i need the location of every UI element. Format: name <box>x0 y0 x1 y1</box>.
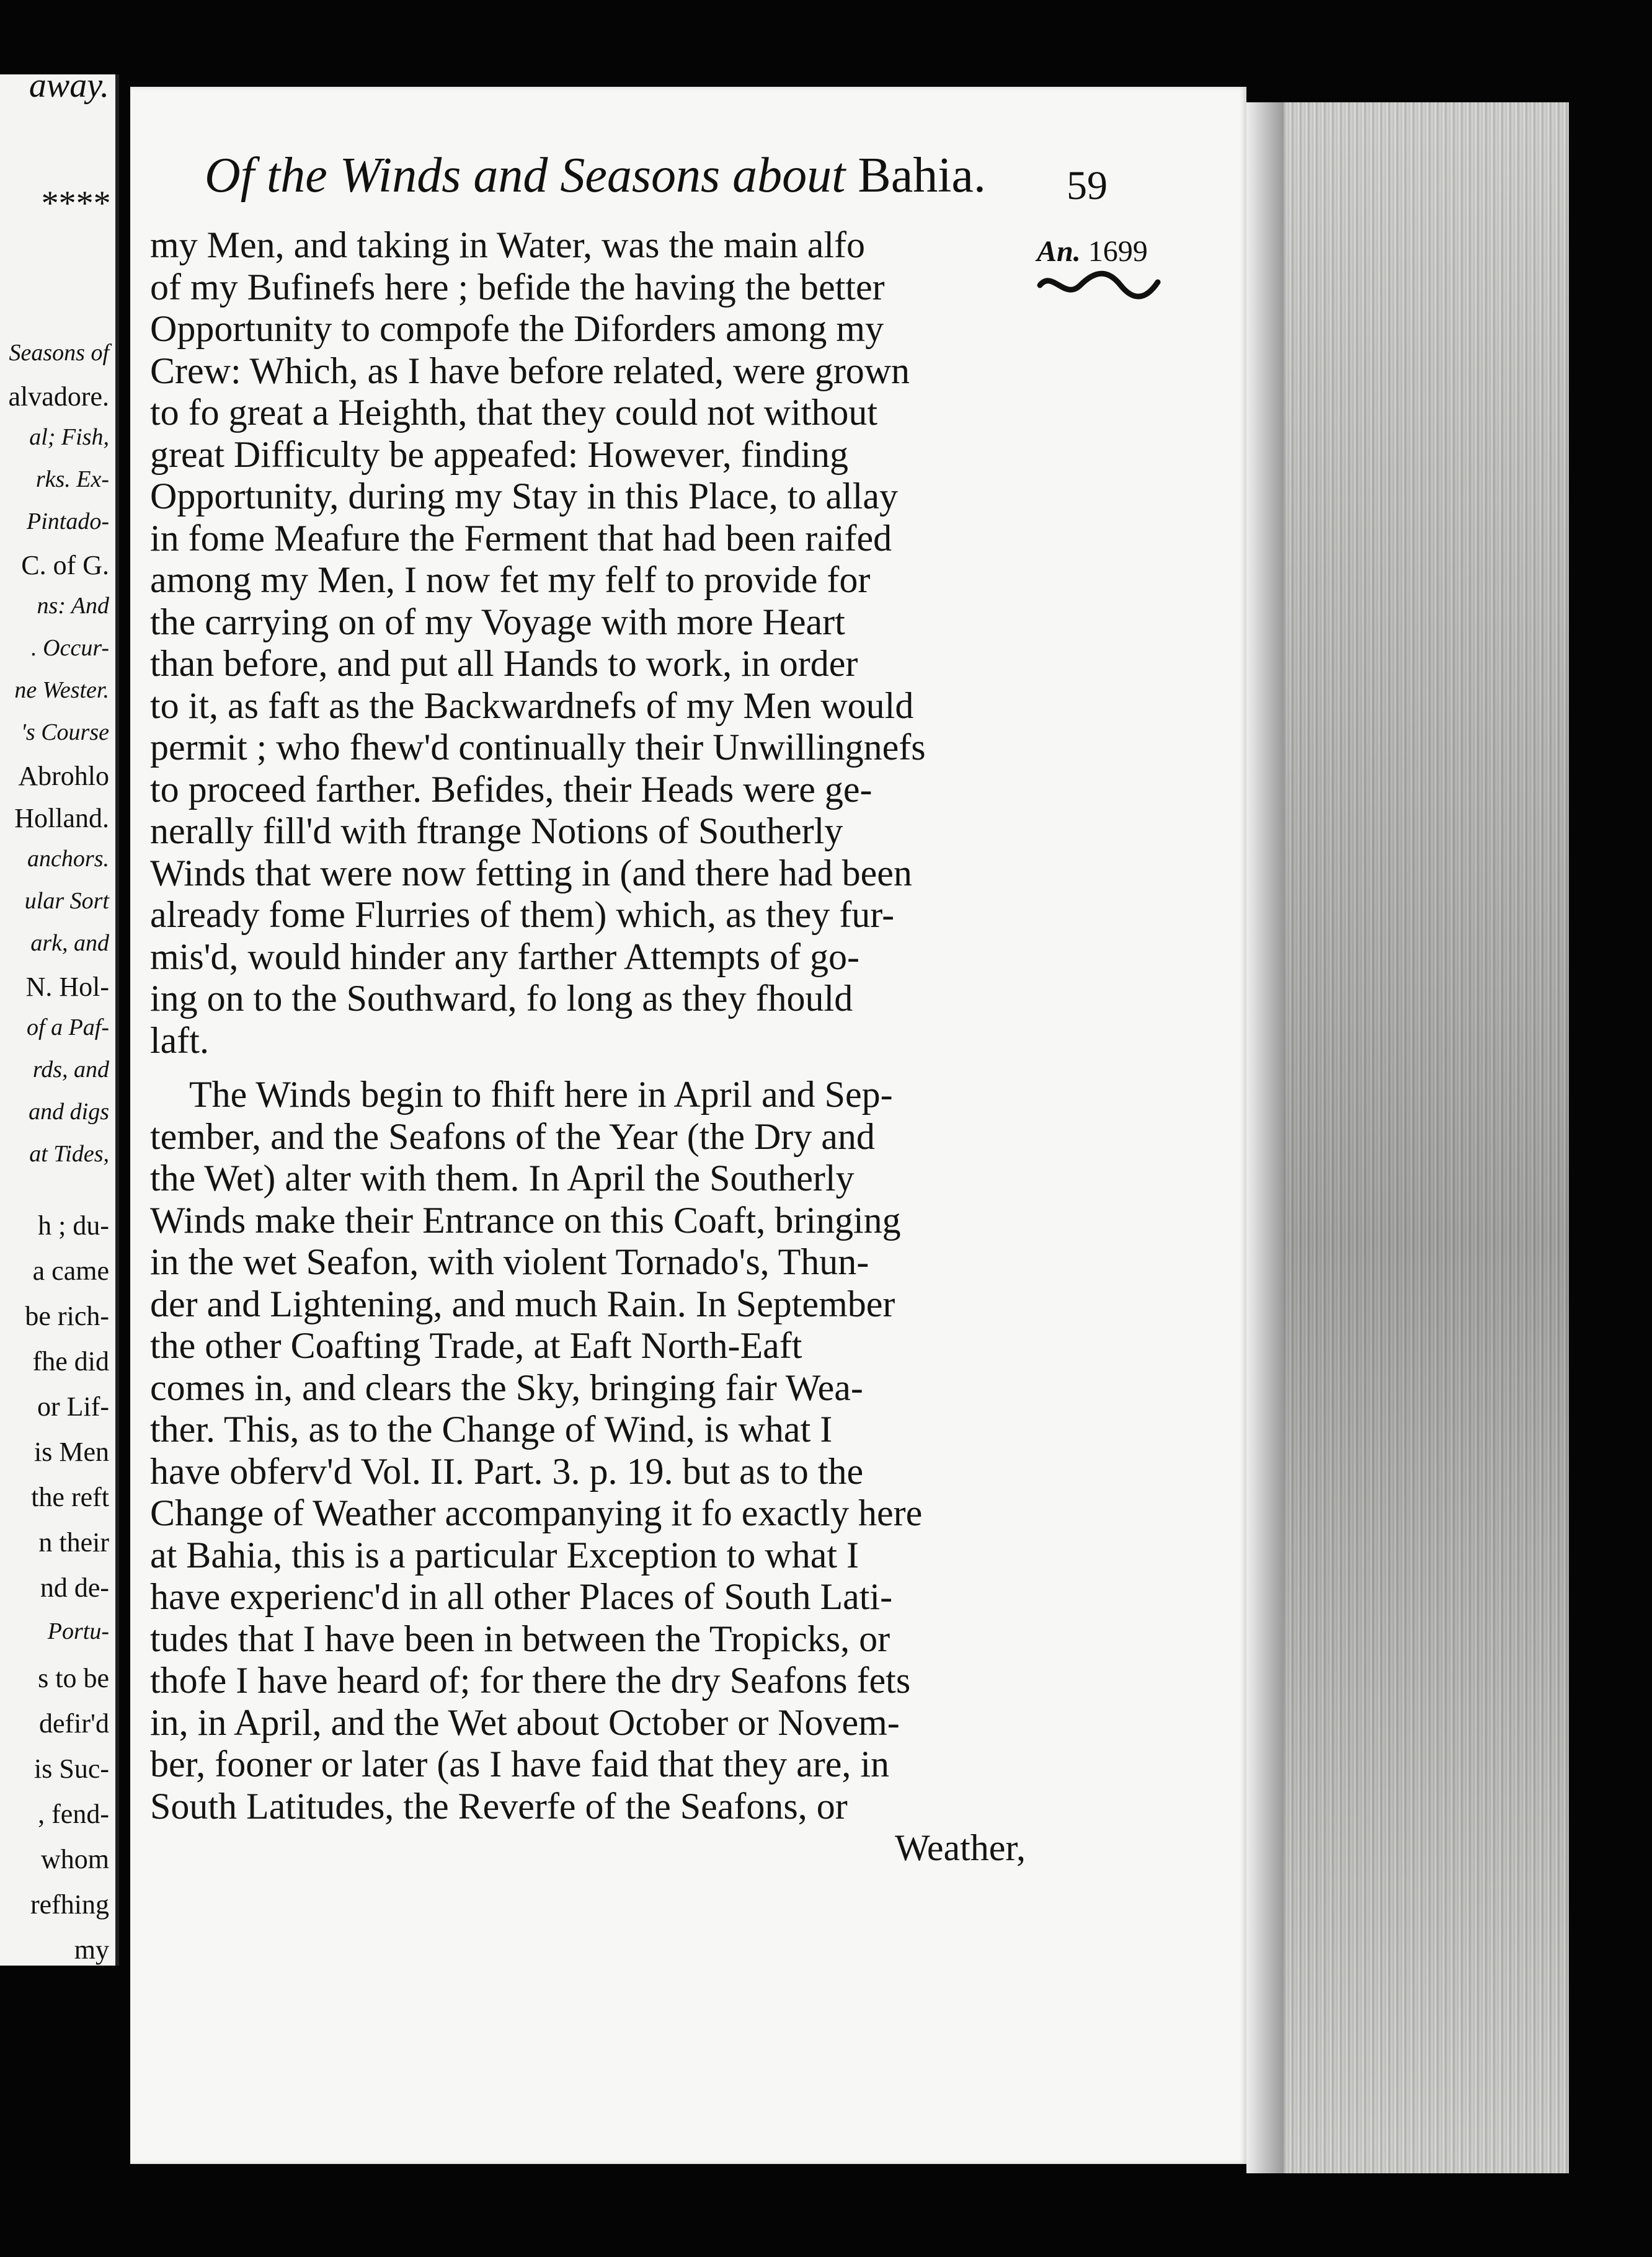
text-line: Change of Weather accompanying it fo exactly here <box>150 1492 923 1533</box>
margin-year <box>1037 234 1148 268</box>
facing-page-line: rks. Ex- <box>35 466 109 492</box>
text-line: thofe I have heard of; for there the dry Seafons fets <box>150 1660 911 1701</box>
facing-page-line: whom <box>41 1844 109 1874</box>
facing-page-line: . Occur- <box>31 635 109 661</box>
text-line: in, in April, and the Wet about October or Novem- <box>150 1701 900 1743</box>
text-line: der and Lightening, and much Rain. In September <box>150 1283 895 1324</box>
facing-page-line: s to be <box>38 1663 109 1693</box>
text-line: Opportunity, during my Stay in this Place, to allay <box>150 476 898 517</box>
facing-page-line: be rich- <box>25 1301 109 1331</box>
facing-page-line: is Men <box>34 1437 109 1467</box>
text-line: my Men, and taking in Water, was the main alfo <box>150 224 866 265</box>
text-line: nerally fill'd with ftrange Notions of Southerly <box>150 810 843 851</box>
text-line: ther. This, as to the Change of Wind, is what I <box>150 1409 833 1450</box>
facing-page-line: or Lif- <box>37 1391 109 1422</box>
facing-page-fragment <box>0 74 119 1966</box>
ornament-flourish <box>1037 267 1161 304</box>
header-place: Bahia. <box>858 148 986 203</box>
text-line: Winds make their Entrance on this Coaft, bringing <box>150 1199 901 1241</box>
text-line: than before, and put all Hands to work, in order <box>150 643 858 684</box>
text-line: South Latitudes, the Reverfe of the Seafons, or <box>150 1785 848 1827</box>
facing-page-line: of a Paf- <box>27 1014 109 1040</box>
facing-page-line: refhing <box>30 1889 109 1920</box>
text-line: Winds that were now fetting in (and there had been <box>150 852 912 893</box>
text-line: at Bahia, this is a particular Exception to what I <box>150 1534 859 1576</box>
facing-page-line: N. Hol- <box>25 972 109 1002</box>
running-header <box>205 148 986 204</box>
facing-page-line: Pintado- <box>27 508 109 534</box>
header-title: Of the Winds and Seasons about <box>205 148 846 203</box>
facing-page-line: 's Course <box>20 719 109 745</box>
page-edge-shadow <box>1246 102 1284 2173</box>
page-number: 59 <box>1067 163 1108 208</box>
text-line: ber, fooner or later (as I have faid that they are, in <box>150 1744 890 1785</box>
text-line: the Wet) alter with them. In April the Southerly <box>150 1158 855 1199</box>
text-line: to fo great a Heighth, that they could not without <box>150 392 878 433</box>
page-edges <box>1246 102 1569 2173</box>
text-line: in fome Meafure the Ferment that had been raifed <box>150 517 892 559</box>
text-line: among my Men, I now fet my felf to provide for <box>150 559 871 600</box>
catchword: Weather, <box>895 1827 1026 1868</box>
facing-page-line: , fend- <box>38 1799 109 1829</box>
facing-page-line: Seasons of <box>9 340 109 366</box>
facing-page-line: ular Sort <box>24 888 109 914</box>
facing-page-line: rds, and <box>32 1057 109 1083</box>
text-line: Opportunity to compofe the Diforders among my <box>150 308 884 349</box>
text-line: Crew: Which, as I have before related, were grown <box>150 350 910 391</box>
facing-page-line: away. <box>29 74 109 105</box>
facing-page-line: and digs <box>29 1099 109 1125</box>
facing-page-line: a came <box>32 1256 109 1286</box>
facing-page-line: alvadore. <box>8 381 109 412</box>
text-line: the other Coafting Trade, at Eaft North-Eaft <box>150 1325 802 1366</box>
facing-page-line: the reft <box>31 1482 109 1512</box>
text-line: laft. <box>150 1019 209 1061</box>
text-line: already fome Flurries of them) which, as they fur- <box>150 894 895 935</box>
text-line: the carrying on of my Voyage with more Heart <box>150 601 845 642</box>
facing-page-line: at Tides, <box>29 1141 109 1167</box>
text-line: have obferv'd Vol. II. Part. 3. p. 19. but as to the <box>150 1450 864 1492</box>
facing-page-line: al; Fish, <box>29 424 109 450</box>
facing-page-line: my <box>74 1935 109 1965</box>
facing-page-line: is Suc- <box>34 1754 109 1784</box>
text-line: great Difficulty be appeafed: However, finding <box>150 433 849 475</box>
text-line: tudes that I have been in between the Tropicks, or <box>150 1618 890 1659</box>
text-line: of my Bufinefs here ; befide the having the better <box>150 266 885 308</box>
anno-label: An. <box>1037 235 1081 268</box>
text-line: comes in, and clears the Sky, bringing fair Wea- <box>150 1367 863 1408</box>
facing-page-line: ns: And <box>37 593 109 619</box>
facing-page-line: Abrohlo <box>18 761 109 791</box>
facing-page-line: h ; du- <box>38 1210 109 1241</box>
text-line: have experienc'd in all other Places of South Lati- <box>150 1576 893 1617</box>
year-value: 1699 <box>1088 235 1148 268</box>
text-line: mis'd, would hinder any farther Attempts of go- <box>150 936 859 977</box>
text-line: to proceed farther. Befides, their Heads were ge- <box>150 768 873 810</box>
facing-page-line: Portu- <box>47 1618 109 1644</box>
text-line: in the wet Seafon, with violent Tornado's, Thun- <box>150 1241 869 1282</box>
text-line: permit ; who fhew'd continually their Unwillingnefs <box>150 727 926 768</box>
facing-page-line: nd de- <box>40 1572 109 1603</box>
text-line: to it, as faft as the Backwardnefs of my Men would <box>150 685 914 726</box>
facing-page-line: defir'd <box>39 1708 109 1739</box>
text-line: tember, and the Seafons of the Year (the Dry and <box>150 1115 875 1157</box>
facing-page-line: n their <box>38 1527 109 1558</box>
text-line: ing on to the Southward, fo long as they fhould <box>150 978 853 1019</box>
facing-page-line: ark, and <box>30 930 109 956</box>
facing-page-line: **** <box>40 184 109 223</box>
facing-page-line: anchors. <box>27 846 109 872</box>
text-line: The Winds begin to fhift here in April and Sep- <box>189 1074 893 1115</box>
facing-page-line: ne Wester. <box>14 677 109 703</box>
facing-page-line: fhe did <box>32 1346 109 1377</box>
facing-page-line: C. of G. <box>21 550 109 580</box>
facing-page-line: Holland. <box>14 803 109 833</box>
